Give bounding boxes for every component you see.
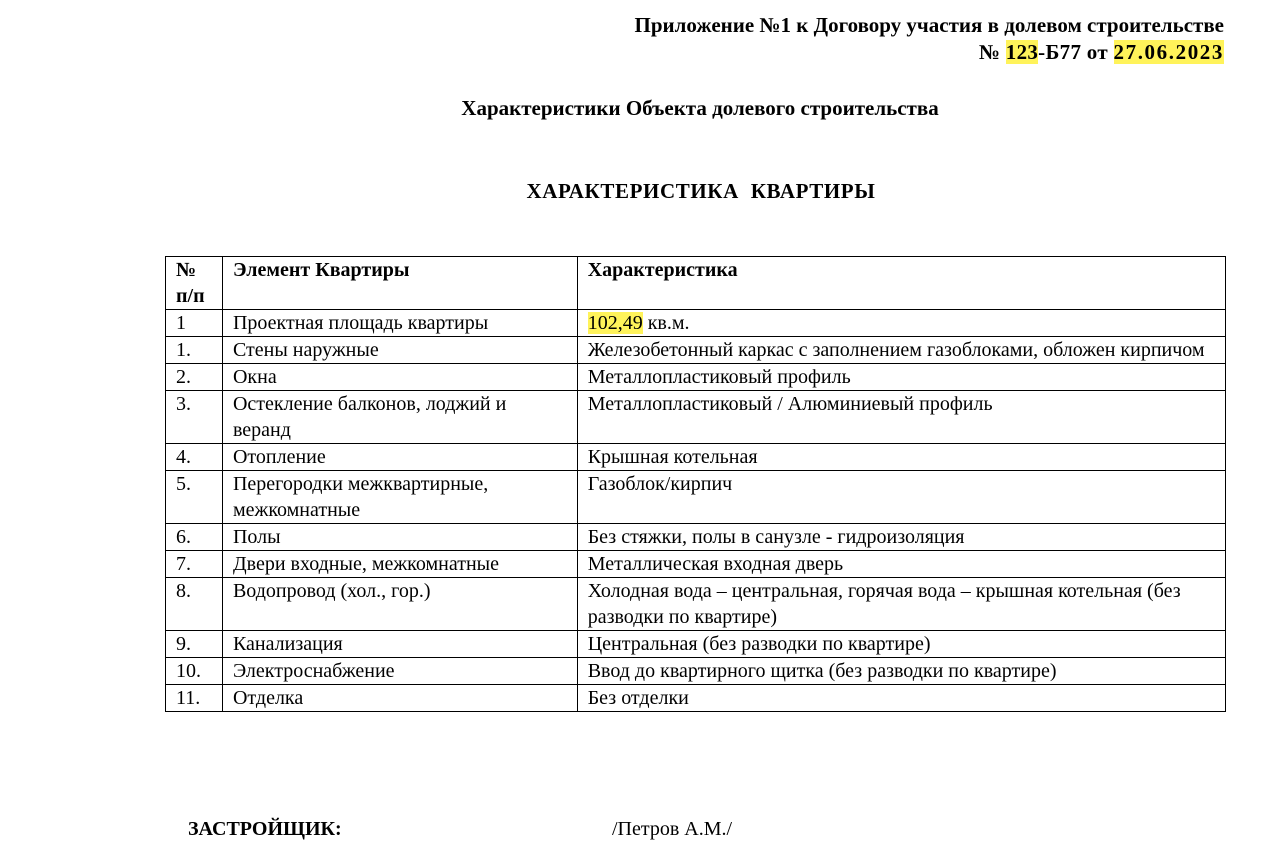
- row-element: Перегородки межквартирные, межкомнатные: [222, 471, 577, 524]
- table-row-area: [166, 310, 1226, 337]
- contract-number-prefix: №: [978, 40, 1006, 64]
- row-element: Окна: [222, 364, 577, 391]
- row-value: Центральная (без разводки по квартире): [577, 631, 1225, 658]
- row-element: Полы: [222, 524, 577, 551]
- row-num: 4.: [166, 444, 223, 471]
- footer-developer-label: ЗАСТРОЙЩИК:: [188, 818, 342, 840]
- row-element: Двери входные, межкомнатные: [222, 551, 577, 578]
- row-value: [577, 310, 1225, 337]
- table-row: [166, 444, 1226, 471]
- area-value: 102,49: [587, 312, 643, 334]
- table-row: [166, 524, 1226, 551]
- apartment-spec-table: [165, 256, 1226, 712]
- row-value: Без стяжки, полы в санузле - гидроизоляция: [577, 524, 1225, 551]
- table-row: [166, 337, 1226, 364]
- row-element: Остекление балконов, лоджий и веранд: [222, 391, 577, 444]
- row-element: Электроснабжение: [222, 658, 577, 685]
- row-value: Холодная вода – центральная, горячая вода – крышная котельная (без разводки по квартире): [577, 578, 1225, 631]
- document-subtitle: Характеристики Объекта долевого строительства: [461, 96, 939, 120]
- table-row: [166, 551, 1226, 578]
- row-num: 6.: [166, 524, 223, 551]
- row-num: 2.: [166, 364, 223, 391]
- document-title: ХАРАКТЕРИСТИКА КВАРТИРЫ: [526, 179, 876, 203]
- document-header: [635, 12, 1224, 66]
- table-row: [166, 391, 1226, 444]
- row-element: Водопровод (хол., гор.): [222, 578, 577, 631]
- row-value: Металлопластиковый / Алюминиевый профиль: [577, 391, 1225, 444]
- row-element: Отделка: [222, 685, 577, 712]
- row-num: 1.: [166, 337, 223, 364]
- row-num: 3.: [166, 391, 223, 444]
- row-num: 8.: [166, 578, 223, 631]
- header-line2: [635, 39, 1224, 66]
- table-row: [166, 578, 1226, 631]
- footer-signature-name: /Петров А.М./: [612, 818, 733, 840]
- row-value: Газоблок/кирпич: [577, 471, 1225, 524]
- header-characteristic: Характеристика: [577, 257, 1225, 310]
- table-header-row: [166, 257, 1226, 310]
- row-value: Металлическая входная дверь: [577, 551, 1225, 578]
- row-num: 9.: [166, 631, 223, 658]
- row-element: Канализация: [222, 631, 577, 658]
- row-value: Без отделки: [577, 685, 1225, 712]
- table-row: [166, 471, 1226, 524]
- row-element: Отопление: [222, 444, 577, 471]
- row-element: Проектная площадь квартиры: [222, 310, 577, 337]
- area-unit: кв.м.: [642, 312, 690, 334]
- header-line1: Приложение №1 к Договору участия в долевом строительстве: [634, 13, 1224, 37]
- row-num: 1: [166, 310, 223, 337]
- header-num: № п/п: [166, 257, 223, 310]
- table-row: [166, 658, 1226, 685]
- row-num: 11.: [166, 685, 223, 712]
- table-row: [166, 685, 1226, 712]
- row-value: Ввод до квартирного щитка (без разводки по квартире): [577, 658, 1225, 685]
- row-element: Стены наружные: [222, 337, 577, 364]
- row-value: Крышная котельная: [577, 444, 1225, 471]
- header-element: Элемент Квартиры: [222, 257, 577, 310]
- row-num: 10.: [166, 658, 223, 685]
- contract-number-highlight: 123: [1005, 40, 1039, 64]
- row-num: 7.: [166, 551, 223, 578]
- table-row: [166, 631, 1226, 658]
- row-value: Металлопластиковый профиль: [577, 364, 1225, 391]
- row-value: Железобетонный каркас с заполнением газоблоками, обложен кирпичом: [577, 337, 1225, 364]
- contract-number-suffix: -Б77 от: [1038, 40, 1114, 64]
- contract-date: 27.06.2023: [1113, 40, 1224, 64]
- row-num: 5.: [166, 471, 223, 524]
- table-row: [166, 364, 1226, 391]
